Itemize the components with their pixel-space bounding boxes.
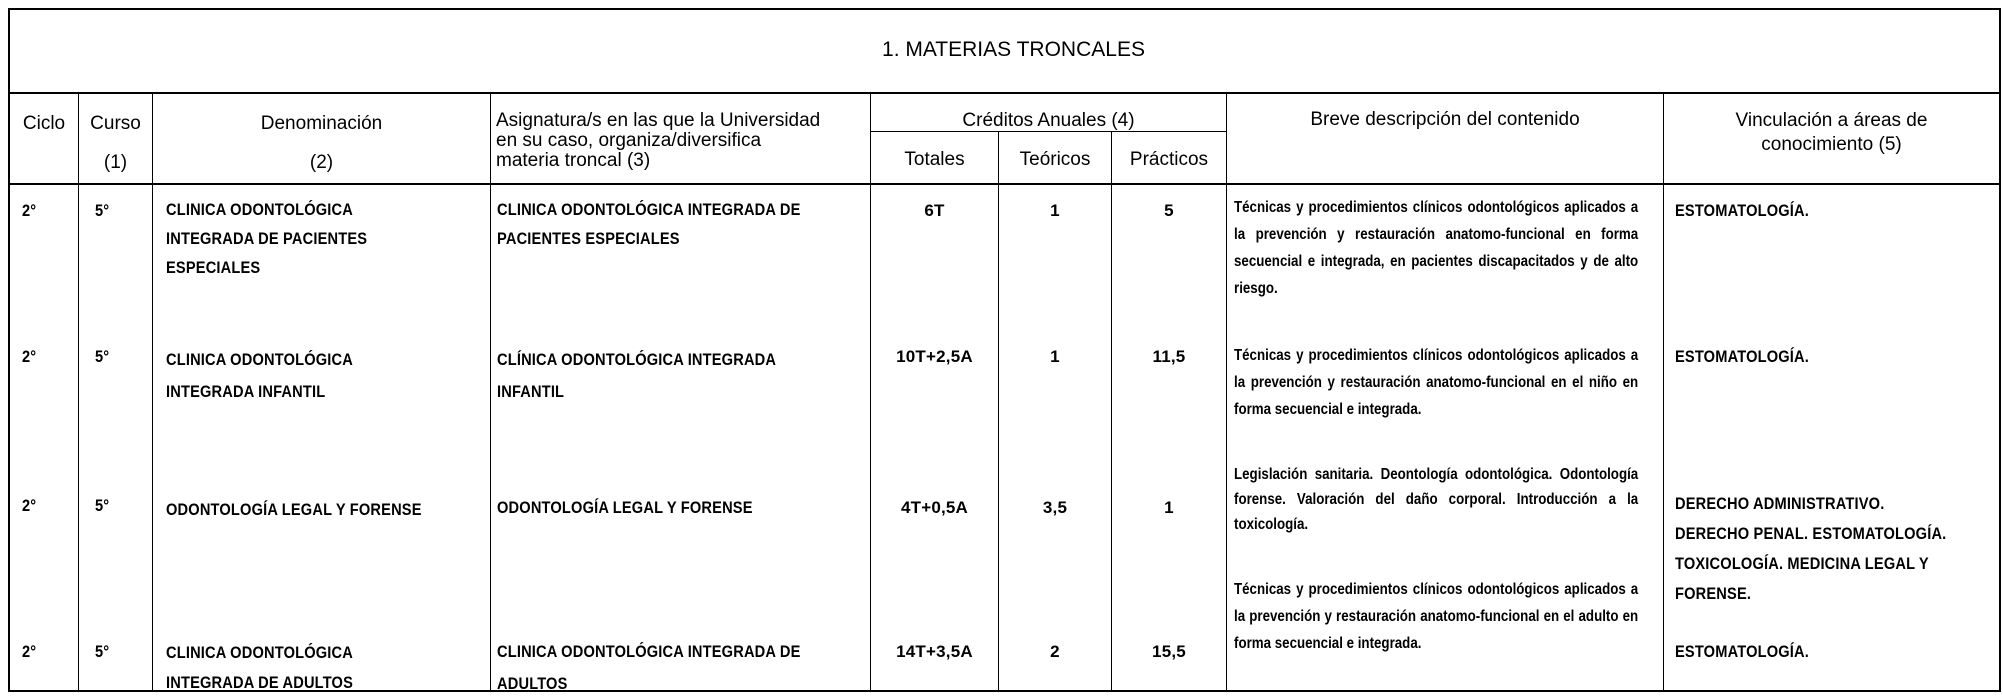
- table-row-2-totales: 10T+2,5A: [896, 347, 973, 366]
- col-divider-3: [490, 92, 491, 692]
- table-row-4-descripcion: Técnicas y procedimientos clínicos odontológicos aplicados a la prevención y restauración anatomo-funcional en el adulto en forma secuencial e integrada.: [1234, 581, 1639, 652]
- header-asignatura: Asignatura/s en las que la Universidad en su caso, organiza/diversifica materia troncal (3): [496, 110, 821, 171]
- header-vinculacion: Vinculación a áreas de conocimiento (5): [1735, 110, 1928, 155]
- header-ciclo: Ciclo: [22, 113, 66, 134]
- header-teoricos: Teóricos: [1019, 149, 1091, 170]
- header-descripcion: Breve descripción del contenido: [1310, 109, 1580, 130]
- table-row-4-curso: 5°: [95, 642, 110, 661]
- table-row-4-ciclo: 2°: [22, 642, 37, 661]
- table-border-top: [8, 8, 2001, 10]
- table-row-4-practicos: 15,5: [1152, 642, 1186, 661]
- table-row-1-teoricos: 1: [1050, 201, 1060, 220]
- header-curso: Curso: [90, 113, 141, 134]
- table-row-1-descripcion: Técnicas y procedimientos clínicos odontológicos aplicados a la prevención y restauración anatomo-funcional en forma secuencial e integrada, en pacientes discapacitados y de alto riesgo.: [1234, 199, 1639, 297]
- table-row-4-asignatura: CLINICA ODONTOLÓGICA INTEGRADA DE ADULTOS: [497, 642, 801, 693]
- table-row-1-vinculacion: ESTOMATOLOGÍA.: [1675, 201, 1809, 220]
- table-row-3-ciclo: 2°: [22, 496, 37, 515]
- table-row-3-curso: 5°: [95, 496, 110, 515]
- table-row-1-ciclo: 2°: [22, 201, 37, 220]
- table-row-3-vinculacion: DERECHO ADMINISTRATIVO. DERECHO PENAL. ESTOMATOLOGÍA. TOXICOLOGÍA. MEDICINA LEGAL Y FORENSE.: [1675, 494, 1947, 603]
- table-title: 1. MATERIAS TRONCALES: [882, 38, 1145, 61]
- table-row-3-denominacion: ODONTOLOGÍA LEGAL Y FORENSE: [166, 500, 422, 519]
- table-row-2-vinculacion: ESTOMATOLOGÍA.: [1675, 347, 1809, 366]
- table-row-1-asignatura: CLINICA ODONTOLÓGICA INTEGRADA DE PACIENTES ESPECIALES: [497, 200, 801, 248]
- table-row-3-asignatura: ODONTOLOGÍA LEGAL Y FORENSE: [497, 498, 753, 517]
- header-totales: Totales: [904, 149, 965, 170]
- table-row-3-teoricos: 3,5: [1042, 498, 1068, 517]
- col-divider-7: [1226, 92, 1227, 692]
- table-row-2-practicos: 11,5: [1152, 347, 1186, 366]
- header-practicos: Prácticos: [1129, 149, 1209, 170]
- table-row-2-teoricos: 1: [1050, 347, 1060, 366]
- table-row-4-vinculacion: ESTOMATOLOGÍA.: [1675, 642, 1809, 661]
- header-divider: [8, 183, 2001, 185]
- table-row-3-totales: 4T+0,5A: [900, 498, 969, 517]
- table-border-left: [8, 8, 10, 692]
- header-denominacion: Denominación: [260, 113, 383, 134]
- table-row-4-teoricos: 2: [1050, 642, 1060, 661]
- table-row-4-totales: 14T+3,5A: [896, 642, 973, 661]
- table-border-right: [1999, 8, 2001, 692]
- table-row-1-practicos: 5: [1164, 201, 1174, 220]
- col-divider-4: [870, 92, 871, 692]
- table-row-1-curso: 5°: [95, 201, 110, 220]
- table-row-3-descripcion: Legislación sanitaria. Deontología odontológica. Odontología forense. Valoración del daño corporal. Introducción a la toxicología.: [1234, 466, 1639, 533]
- table-row-2-denominacion: CLINICA ODONTOLÓGICA INTEGRADA INFANTIL: [166, 350, 354, 401]
- table-row-2-curso: 5°: [95, 347, 110, 366]
- col-divider-2: [152, 92, 153, 692]
- header-creditos: Créditos Anuales (4): [962, 110, 1135, 131]
- table-row-4-denominacion: CLINICA ODONTOLÓGICA INTEGRADA DE ADULTOS: [166, 643, 354, 692]
- col-divider-8: [1663, 92, 1664, 692]
- header-denominacion-note: (2): [309, 152, 334, 173]
- table-row-2-asignatura: CLÍNICA ODONTOLÓGICA INTEGRADA INFANTIL: [497, 350, 777, 401]
- table-row-2-ciclo: 2°: [22, 347, 37, 366]
- table-row-2-descripcion: Técnicas y procedimientos clínicos odontológicos aplicados a la prevención y restauración anatomo-funcional en el niño en forma secuencial e integrada.: [1234, 347, 1639, 418]
- troncales-table: [8, 8, 2001, 692]
- header-curso-note: (1): [103, 152, 128, 173]
- table-row-1-denominacion: CLINICA ODONTOLÓGICA INTEGRADA DE PACIENTES ESPECIALES: [166, 200, 368, 277]
- title-divider: [8, 92, 2001, 94]
- col-divider-1: [78, 92, 79, 692]
- table-row-1-totales: 6T: [924, 201, 945, 220]
- table-row-3-practicos: 1: [1164, 498, 1174, 517]
